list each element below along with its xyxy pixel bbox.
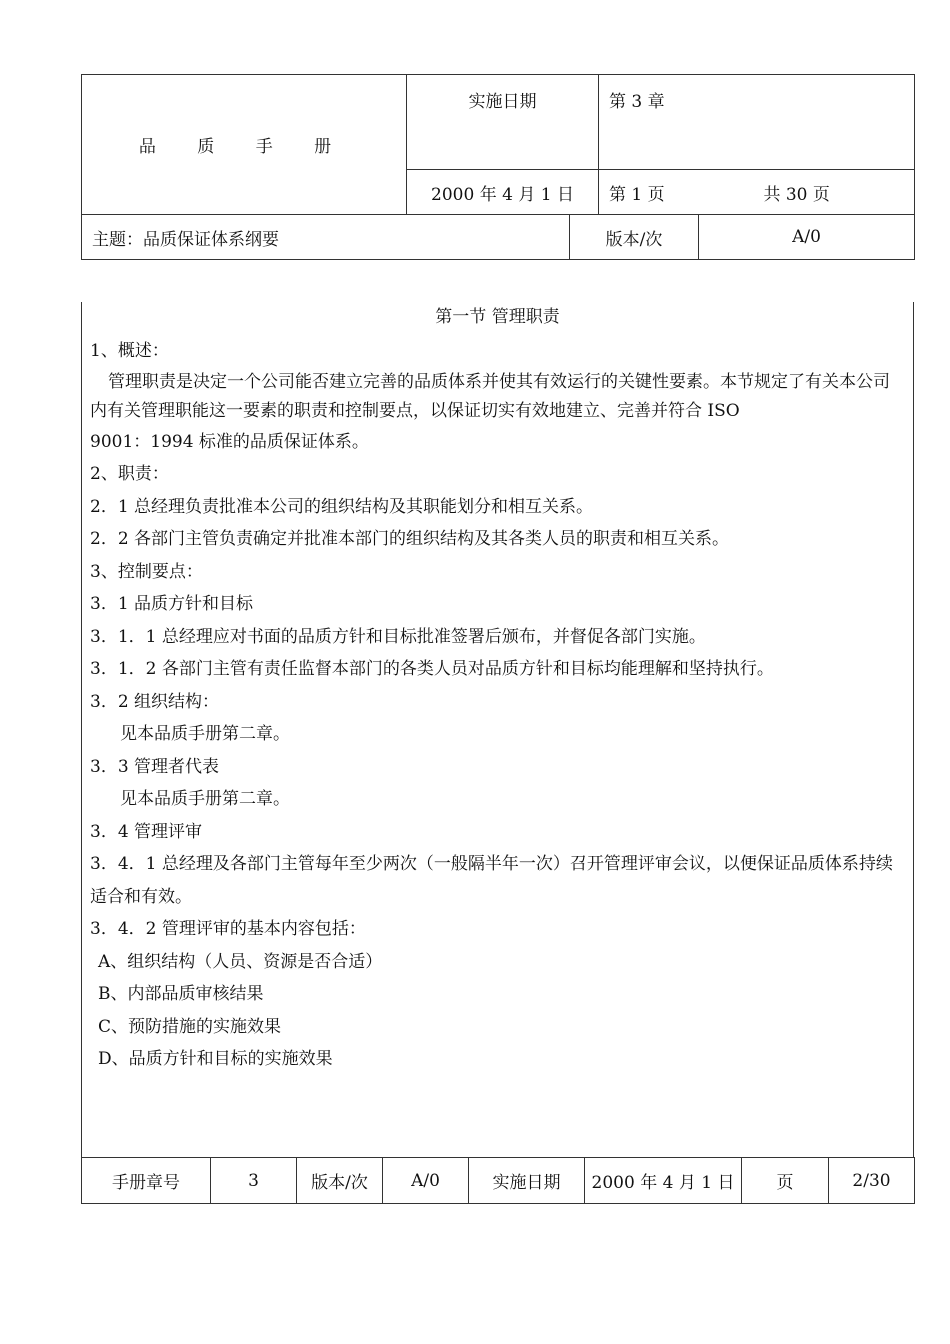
footer-chapter-no: 3 <box>211 1158 297 1204</box>
content-line: 2．1 总经理负责批准本公司的组织结构及其职能划分和相互关系。 <box>90 496 594 517</box>
subject: 主题：品质保证体系纲要 <box>82 215 570 260</box>
content-line: 3．3 管理者代表 <box>90 756 220 777</box>
content-line: B、内部品质审核结果 <box>98 984 264 1004</box>
content-line: D、品质方针和目标的实施效果 <box>98 1049 333 1069</box>
footer-chapter-label: 手册章号 <box>82 1158 211 1204</box>
footer-date-label: 实施日期 <box>469 1158 585 1204</box>
content-line: 3、控制要点： <box>90 561 203 582</box>
content-line: 管理职责是决定一个公司能否建立完善的品质体系并使其有效运行的关键性要素。本节规定了有关本公司内有关管理职能这一要素的职责和控制要点，以保证切实有效地建立、完善并符合 ISO <box>90 371 890 421</box>
content-lines <box>90 335 905 1076</box>
chapter-label: 第 3 章 <box>599 75 915 170</box>
content-line: 2、职责： <box>90 464 169 484</box>
content-line: 3．1．2 各部门主管有责任监督本部门的各类人员对品质方针和目标均能理解和坚持执行。 <box>90 659 774 679</box>
content-line: 2．2 各部门主管负责确定并批准本部门的组织结构及其各类人员的职责和相互关系。 <box>90 529 730 549</box>
version-label: 版本/次 <box>570 215 699 260</box>
content-line: 3．4．2 管理评审的基本内容包括： <box>90 919 366 939</box>
manual-title: 品 质 手 册 <box>82 75 407 215</box>
content-line: 9001：1994 标准的品质保证体系。 <box>90 431 369 452</box>
footer-version-label: 版本/次 <box>297 1158 383 1204</box>
version-value: A/0 <box>699 215 915 260</box>
total-pages: 共 30 页 <box>763 184 830 205</box>
content-line: A、组织结构（人员、资源是否合适） <box>98 951 383 972</box>
header-table <box>81 74 915 260</box>
footer-date: 2000 年 4 月 1 日 <box>585 1158 742 1204</box>
content-line: 见本品质手册第二章。 <box>120 724 290 744</box>
content-line: 3．4 管理评审 <box>90 821 203 842</box>
impl-date-value: 2000 年 4 月 1 日 <box>407 170 599 215</box>
content-line: 见本品质手册第二章。 <box>120 789 290 809</box>
content-line: 3．1．1 总经理应对书面的品质方针和目标批准签署后颁布，并督促各部门实施。 <box>90 626 706 647</box>
page-number: 第 1 页 <box>609 184 665 205</box>
footer-table <box>81 1157 915 1204</box>
content-line: 3．1 品质方针和目标 <box>90 594 254 614</box>
content-line: 1、概述： <box>90 341 169 361</box>
section-title: 第一节 管理职责 <box>435 307 560 327</box>
page-info <box>599 170 915 215</box>
content-line: 3．2 组织结构： <box>90 691 220 712</box>
content-line: 3．4．1 总经理及各部门主管每年至少两次（一般隔半年一次）召开管理评审会议，以便保证品质体系持续适合和有效。 <box>90 854 893 907</box>
footer-page-label: 页 <box>742 1158 829 1204</box>
document-page <box>81 74 914 1204</box>
footer-version: A/0 <box>383 1158 469 1204</box>
footer-page: 2/30 <box>829 1158 915 1204</box>
content-body <box>81 302 914 1157</box>
content-line: C、预防措施的实施效果 <box>98 1016 282 1037</box>
impl-date-label: 实施日期 <box>407 75 599 170</box>
